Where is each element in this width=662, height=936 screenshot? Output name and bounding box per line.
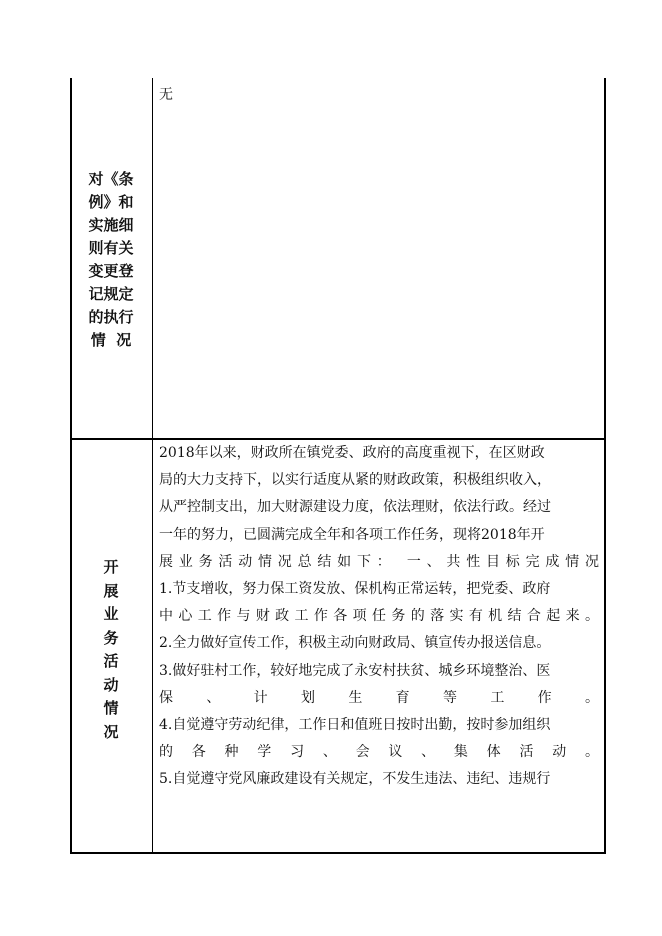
label-char: 展 <box>103 581 119 600</box>
label-line: 变更登 <box>88 262 134 280</box>
label-line: 则有关 <box>88 239 134 257</box>
paragraph-line: 局的大力支持下，以实行适度从紧的财政政策，积极组织收入， <box>159 472 551 489</box>
table-bottom-border <box>70 852 606 854</box>
paragraph-line: 的 各 种 学 习 、 会 议 、 集 体 活 动 。 <box>159 744 599 761</box>
label-line: 记规定 <box>88 285 134 303</box>
paragraph-line: 一年的努力，已圆满完成全年和各项工作任务，现将2018年开 <box>159 526 545 543</box>
form-table <box>70 78 606 854</box>
label-char: 情 <box>103 699 119 717</box>
label-char: 动 <box>103 675 119 694</box>
paragraph-line: 5.自觉遵守党风廉政建设有关规定，不发生违法、违纪、违规行 <box>159 771 551 788</box>
table-column-divider <box>152 78 153 854</box>
label-char: 开 <box>103 558 119 576</box>
paragraph-line: 1.节支增收，努力保工资发放、保机构正常运转，把党委、政府 <box>159 580 551 597</box>
paragraph-line: 展业务活动情况总结如下： 一、共性目标完成情况 <box>159 553 599 570</box>
business-activities-content <box>159 440 599 793</box>
label-char: 务 <box>103 628 119 647</box>
paragraph-line: 3.做好驻村工作，较好地完成了永安村扶贫、城乡环境整治、医 <box>159 662 551 679</box>
label-char: 活 <box>103 652 119 670</box>
row-label-business-activities <box>70 556 152 744</box>
label-line: 例》和 <box>88 193 134 211</box>
row-label-regulation-execution <box>70 168 152 352</box>
paragraph-line: 2.全力做好宣传工作，积极主动向财政局、镇宣传办报送信息。 <box>159 635 551 652</box>
paragraph-line: 4.自觉遵守劳动纪律，工作日和值班日按时出勤，按时参加组织 <box>159 716 551 733</box>
label-char: 业 <box>103 605 119 623</box>
label-line: 对《条 <box>88 170 134 188</box>
paragraph-line: 中心工作与财政工作各项任务的落实有机结合起来。 <box>159 608 599 625</box>
label-line: 情 况 <box>90 331 132 349</box>
paragraph-line: 从严控制支出，加大财源建设力度，依法理财，依法行政。经过 <box>159 499 551 516</box>
paragraph-line: 保 、 计 划 生 育 等 工 作 。 <box>159 689 599 706</box>
label-line: 实施细 <box>88 216 134 234</box>
table-right-border <box>604 78 606 854</box>
paragraph-line: 2018年以来，财政所在镇党委、政府的高度重视下，在区财政 <box>159 445 545 461</box>
label-char: 况 <box>103 722 119 741</box>
regulation-execution-content: 无 <box>159 87 173 103</box>
label-line: 的执行 <box>88 308 134 326</box>
